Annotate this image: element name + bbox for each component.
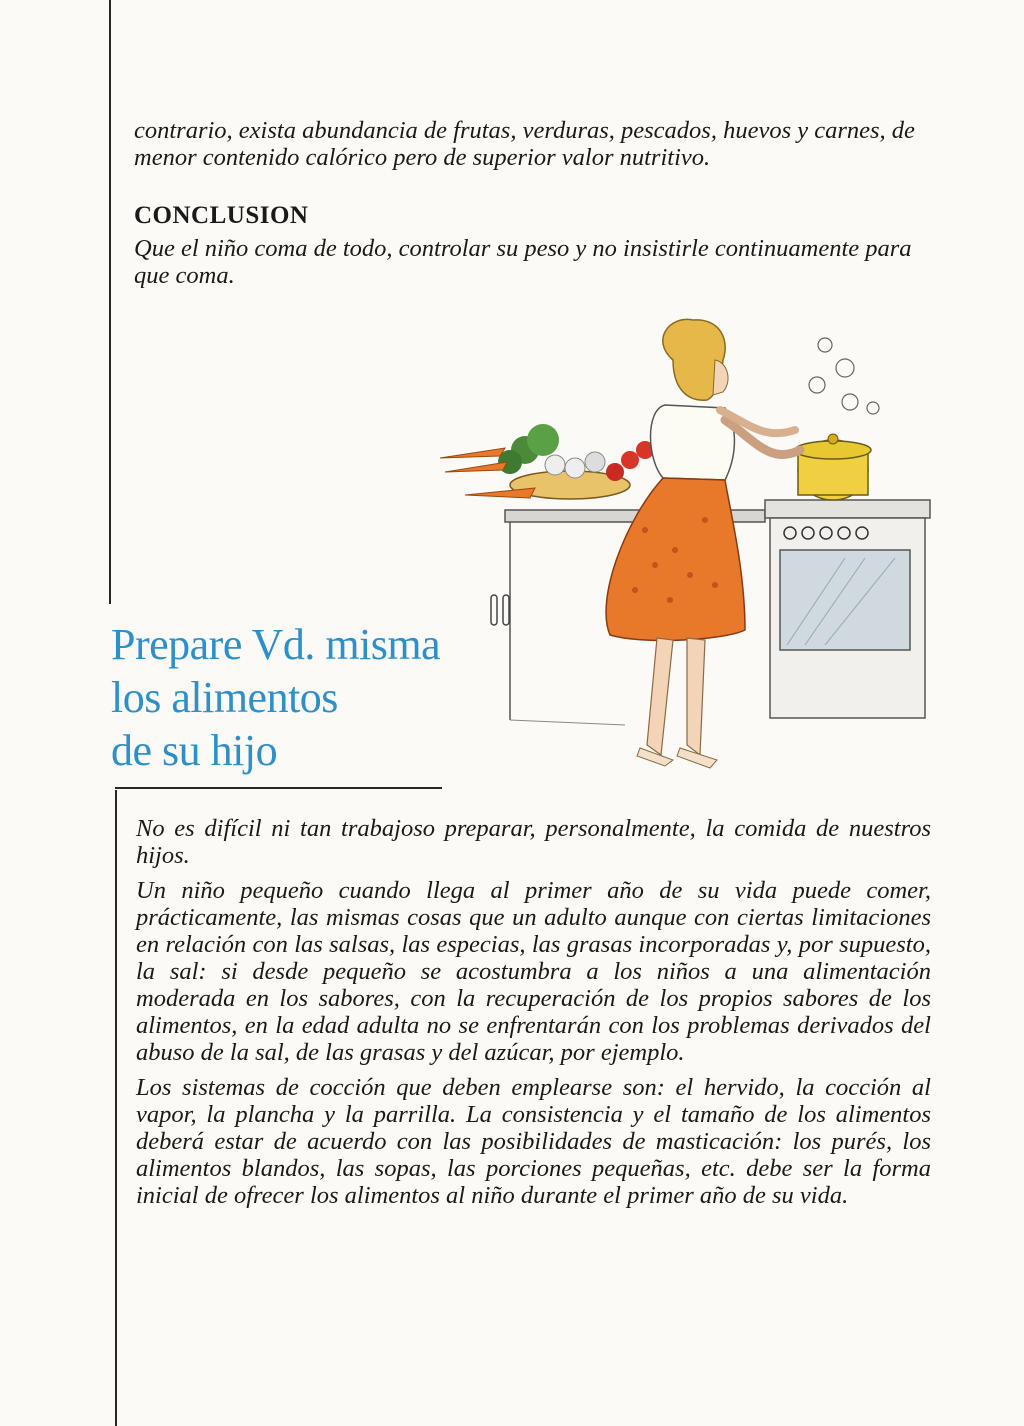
section-title-line-2: los alimentos	[111, 673, 338, 722]
intro-paragraph: contrario, exista abundancia de frutas, verduras, pescados, huevos y carnes, de menor contenido calórico pero de superior valor nutritivo.	[134, 117, 915, 171]
section-title	[111, 618, 440, 777]
woman-cooking-illustration	[425, 300, 945, 790]
body-paragraph-2: Un niño pequeño cuando llega al primer año de su vida puede comer, prácticamente, las mismas cosas que un adulto aunque con ciertas limitaciones en relación con las salsas, las especias, las grasas incorporadas y, por supuesto, la sal: si desde pequeño se acostumbra a los niños a una alimentación moderada en los sabores, con la recuperación de los propios sabores de los alimentos, en la edad adulta no se enfrentarán con los problemas derivados del abuso de la sal, de las grasas y del azúcar, por ejemplo.	[136, 877, 931, 1066]
left-margin-rule-top	[109, 0, 111, 604]
conclusion-text: Que el niño coma de todo, controlar su peso y no insistirle continuamente para que coma.	[134, 235, 912, 289]
body-paragraph-1: No es difícil ni tan trabajoso preparar, personalmente, la comida de nuestros hijos.	[136, 815, 931, 869]
section-title-line-1: Prepare Vd. misma	[111, 620, 441, 669]
left-margin-rule-bottom	[115, 790, 117, 1426]
conclusion-heading: CONCLUSION	[134, 202, 309, 229]
body-paragraph-3: Los sistemas de cocción que deben emplearse son: el hervido, la cocción al vapor, la plancha y la parrilla. La consistencia y el tamaño de los alimentos deberá estar de acuerdo con las posibilidades de masticación: los purés, los alimentos blandos, las sopas, las porciones pequeñas, etc. debe ser la forma inicial de ofrecer los alimentos al niño durante el primer año de su vida.	[136, 1074, 931, 1209]
section-title-line-3: de su hijo	[111, 726, 278, 775]
title-underline-rule	[115, 787, 442, 789]
body-text	[136, 815, 931, 1217]
